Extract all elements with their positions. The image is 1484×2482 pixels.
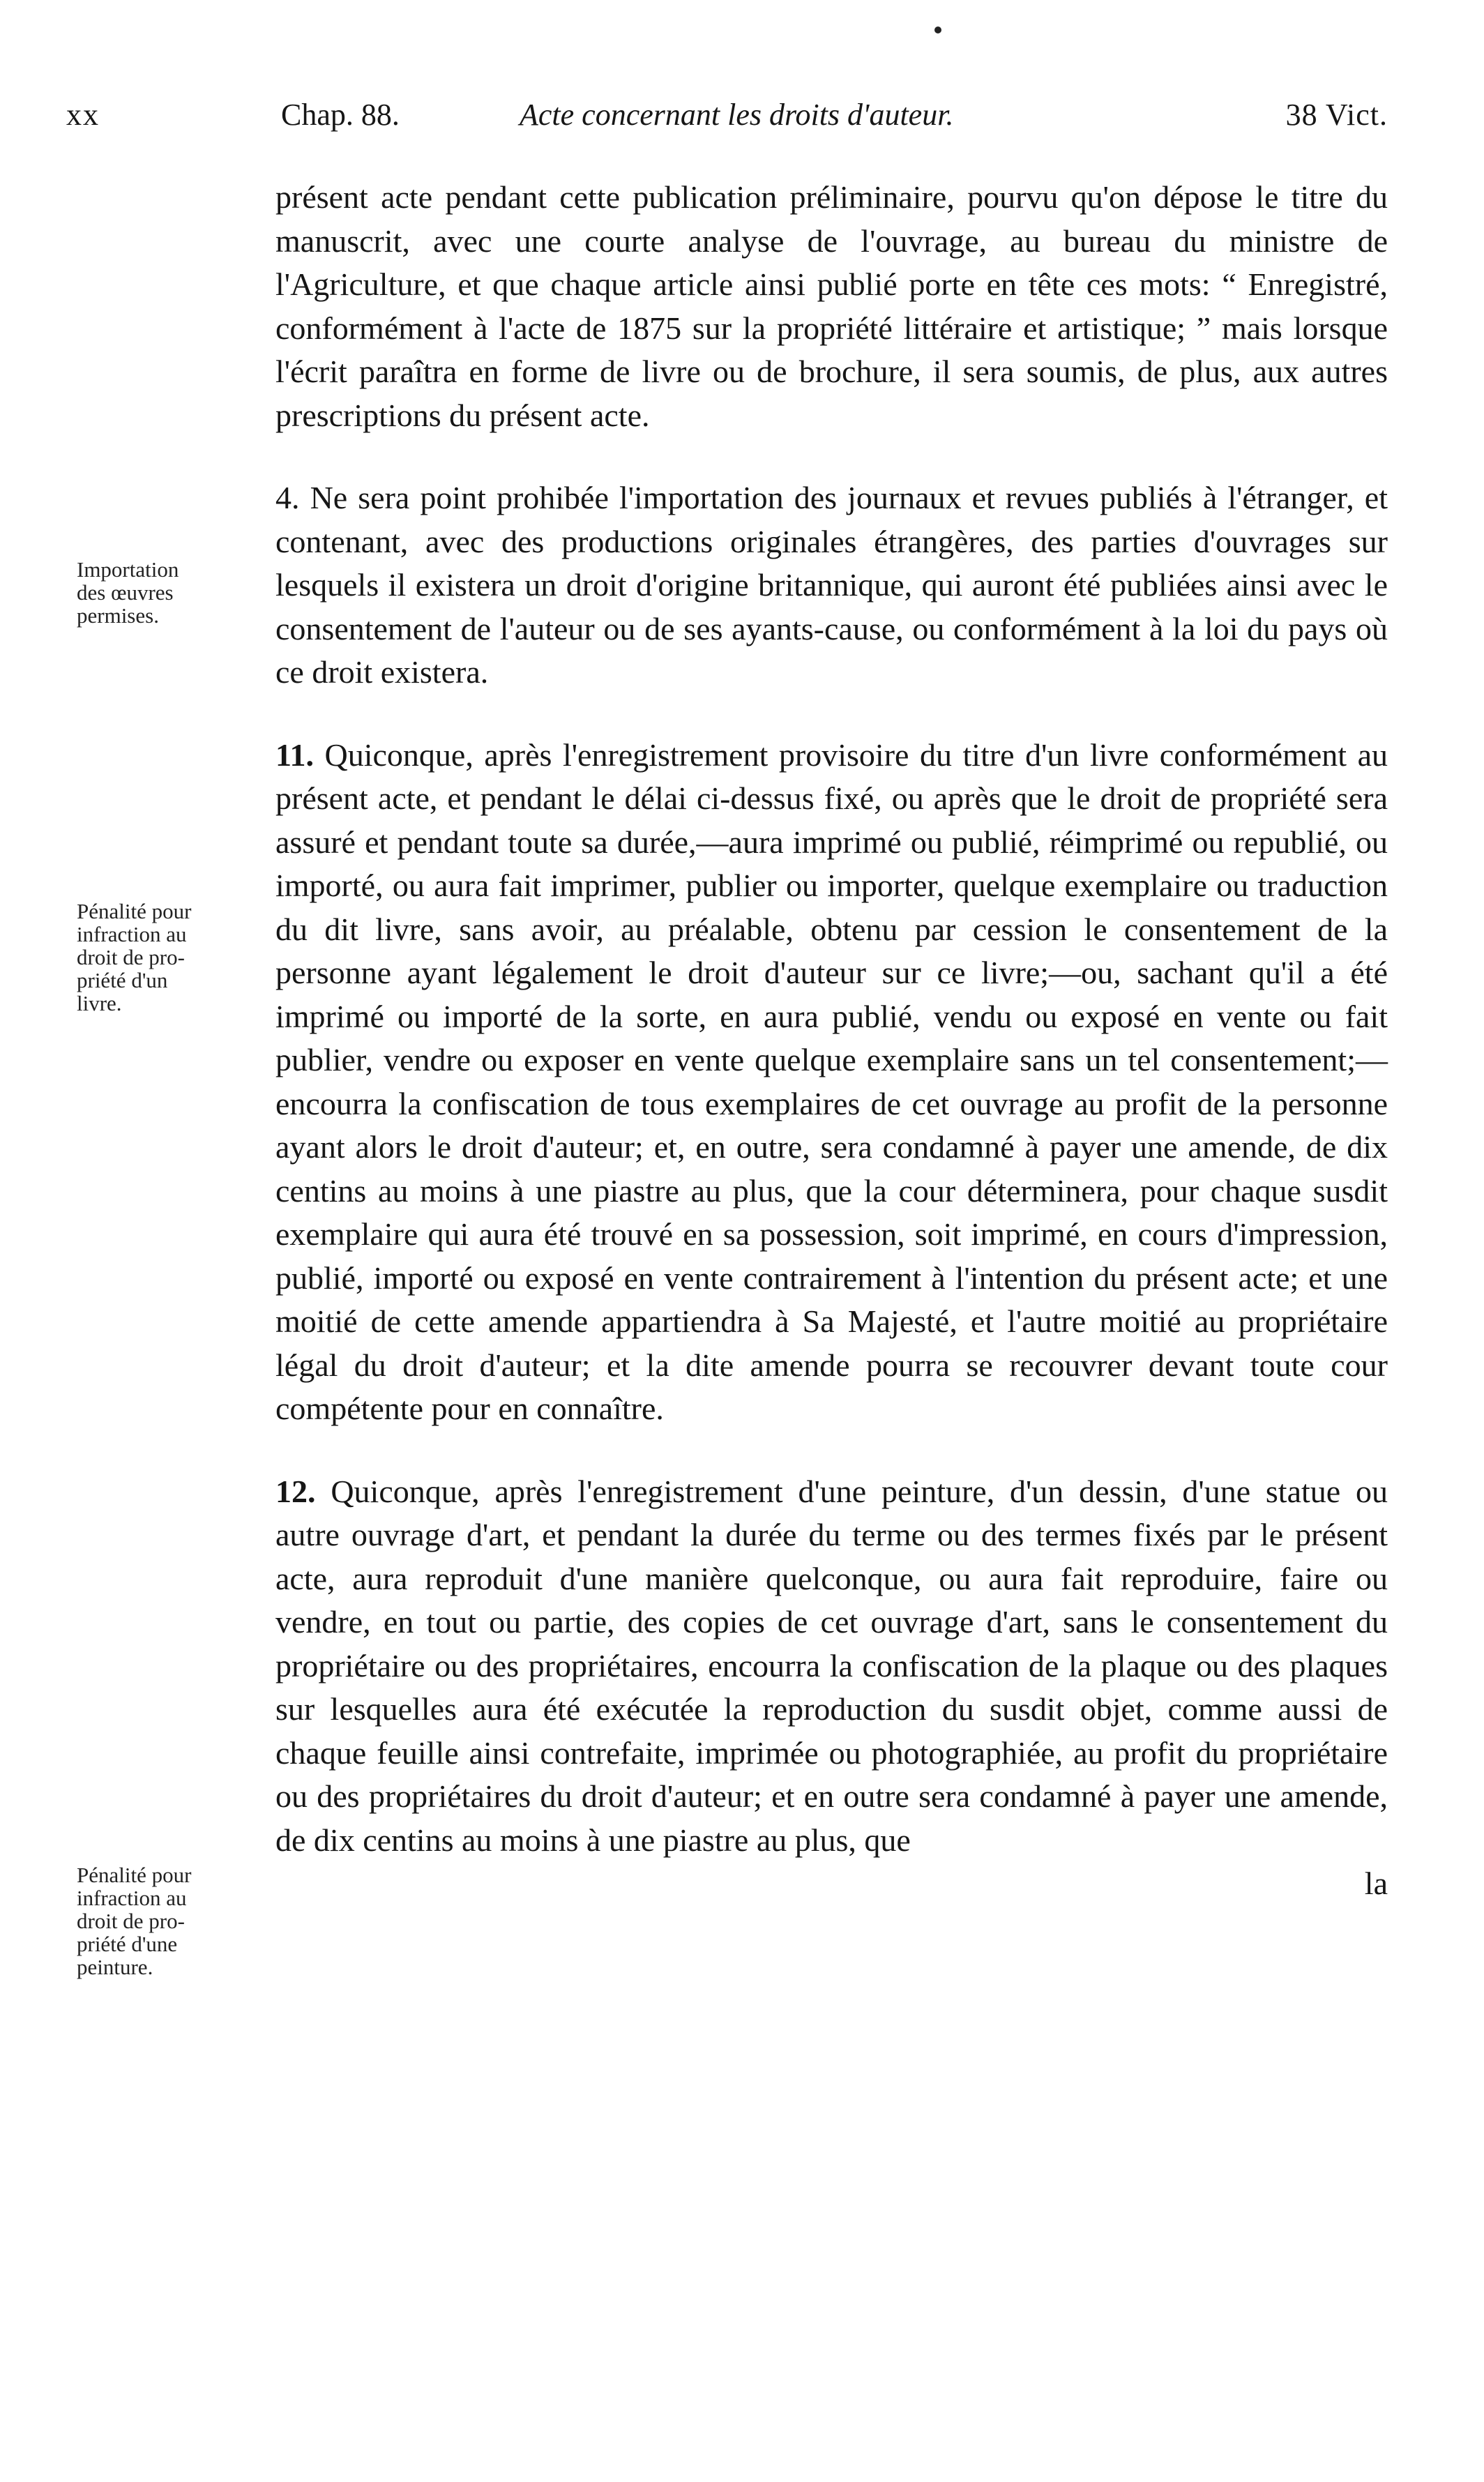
page-number: xx	[66, 98, 100, 132]
sidenote-line: droit de pro-	[77, 945, 185, 969]
sidenote-line: priété d'un	[77, 968, 168, 992]
regnal-year: 38 Vict.	[1285, 98, 1388, 132]
sidenote-line: Pénalité pour	[77, 899, 192, 923]
sidenote-line: droit de pro-	[77, 1909, 185, 1933]
sidenote-line: Importation	[77, 557, 179, 582]
chapter-label: Chap. 88.	[281, 98, 400, 132]
paragraph-continuation	[275, 176, 1388, 437]
paragraph-text: Ne sera point prohibée l'importation des journaux et revues publiés à l'étranger, et contenant, avec des productions originales étrangères, des parties d'ouvrages sur lesquels il existera un droit d'origine britannique, qui auront été publiées ainsi avec le consentement de l'auteur ou de ses ayants-cause, ou conformément à la loi du pays où ce droit existera.	[275, 480, 1388, 690]
paragraph-text: Quiconque, après l'enregistrement d'une peinture, d'un dessin, d'une statue ou autre ouvrage d'art, et pendant la durée du terme ou des termes fixés par le présent acte, aura reproduit d'une manière quelconque, ou aura fait reproduire, faire ou vendre, en tout ou partie, des copies de cet ouvrage d'art, sans le consentement du propriétaire ou des propriétaires, encourra la confiscation de la plaque ou des plaques sur lesquelles aura été exécutée la reproduction du susdit objet, comme aussi de chaque feuille ainsi contrefaite, imprimée ou photographiée, au profit du propriétaire ou des propriétaires du droit d'auteur; et en outre sera condamné à payer une amende, de dix centins au moins à une piastre au plus, que	[275, 1473, 1388, 1858]
section-number: 4.	[275, 480, 300, 515]
sidenote-line: infraction au	[77, 922, 187, 946]
sidenote-line: infraction au	[77, 1886, 187, 1910]
sidenote-penalty-painting	[77, 1863, 279, 1978]
sidenote-line: permises.	[77, 603, 159, 628]
section-11	[275, 734, 1388, 1431]
section-12	[275, 1470, 1388, 1863]
section-number: 12.	[275, 1473, 316, 1509]
catchword: la	[1364, 1866, 1388, 1901]
section-4	[275, 476, 1388, 695]
paragraph-text: présent acte pendant cette publication préliminaire, pourvu qu'on dépose le titre du manuscrit, avec une courte analyse de l'ouvrage, au bureau du ministre de l'Agriculture, et que chaque article ainsi publié porte en tête ces mots: “ Enregistré, conformément à l'acte de 1875 sur la propriété littéraire et artistique; ” mais lorsque l'écrit paraîtra en forme de livre ou de brochure, il sera soumis, de plus, aux autres prescriptions du présent acte.	[275, 179, 1388, 433]
sidenote-line: peinture.	[77, 1955, 153, 1979]
running-header	[66, 94, 1388, 136]
sidenote-line: livre.	[77, 991, 122, 1015]
body-text	[275, 176, 1388, 1906]
paragraph-text: Quiconque, après l'enregistrement provisoire du titre d'un livre conformément au présent acte, et pendant le délai ci-dessus fixé, ou après que le droit de propriété sera assuré et pendant toute sa durée,—aura imprimé ou publié, réimprimé ou republié, ou importé, ou aura fait imprimer, publier ou importer, quelque exemplaire ou traduction du dit livre, sans avoir, au préalable, obtenu par cession le consentement de la personne ayant légalement le droit d'auteur sur ce livre;—ou, sachant qu'il a été imprimé ou importé de la sorte, en aura publié, vendu ou exposé en vente ou fait publier, vendre ou exposer en vente quelque exemplaire sans un tel consentement;—encourra la confiscation de tous exemplaires de cet ouvrage au profit de la personne ayant alors le droit d'auteur; et, en outre, sera condamné à payer une amende, de dix centins au moins à une piastre au plus, que la cour déterminera, pour chaque susdit exemplaire qui aura été trouvé en sa possession, soit imprimé, en cours d'impression, publié, importé ou exposé en vente contrairement à l'intention du présent acte; et une moitié de cette amende appartiendra à Sa Majesté, et l'autre moitié au propriétaire légal du droit d'auteur; et la dite amende pourra se recouvrer devant toute cour compétente pour en connaître.	[275, 736, 1388, 1426]
sidenote-penalty-book	[77, 900, 279, 1015]
sidenote-line: Pénalité pour	[77, 1863, 192, 1887]
printer-mark	[934, 27, 941, 33]
sidenote-line: priété d'une	[77, 1932, 178, 1956]
act-title: Acte concernant les droits d'auteur.	[520, 98, 954, 132]
sidenote-importation	[77, 558, 279, 627]
section-number: 11.	[275, 736, 314, 773]
sidenote-line: des œuvres	[77, 580, 174, 605]
